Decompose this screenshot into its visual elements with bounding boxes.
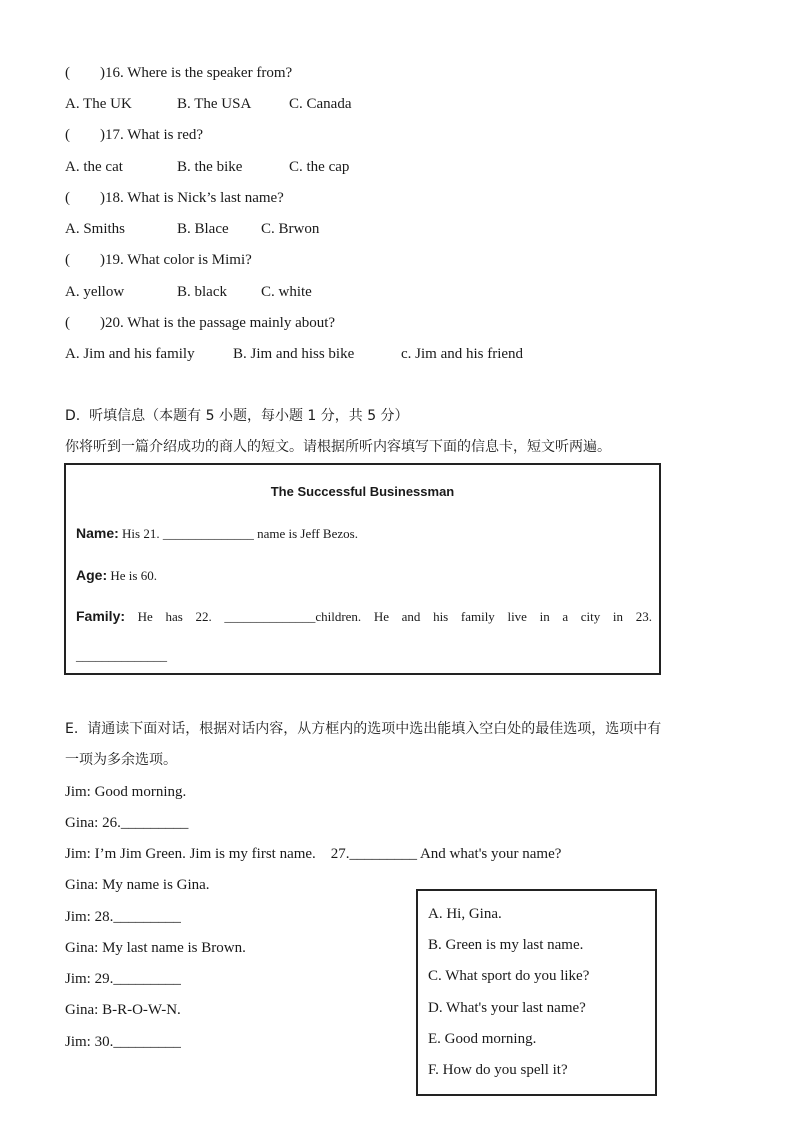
age-label: Age: [76,567,108,583]
question-17-option-c: C. the cap [289,159,350,175]
dialogue-line: Jim: 30._________ [65,1034,181,1050]
family-word: in [539,609,550,624]
info-card-title: The Successful Businessman [270,484,455,499]
option-f: F. How do you spell it? [428,1062,568,1078]
family-word: and [401,609,421,624]
question-18-option-b: B. Blace [177,221,229,237]
question-18-option-a: A. Smiths [65,221,126,237]
family-word: city [580,609,601,624]
question-18-option-c: C. Brwon [261,221,320,237]
question-20-option-c: c. Jim and his friend [401,346,524,362]
option-e: E. Good morning. [428,1031,537,1047]
question-17-option-a: A. the cat [65,159,123,175]
info-card-name-row [76,526,358,542]
family-word: his [433,609,449,624]
family-word: He [137,609,153,624]
option-a: A. Hi, Gina. [428,906,502,922]
question-17-option-b: B. the bike [177,159,243,175]
question-20-option-b: B. Jim and hiss bike [233,346,355,362]
info-card [64,463,661,675]
family-word: 22. [195,609,212,624]
question-16-stem: ( )16. Where is the speaker from? [65,65,293,81]
family-word: He [373,609,389,624]
section-d-instruction: 你将听到一篇介绍成功的商人的短文。请根据所听内容填写下面的信息卡，短文听两遍。 [65,439,611,455]
family-label: Family: [76,608,126,624]
dialogue-line: Gina: My name is Gina. [65,877,210,893]
family-word: has [165,609,183,624]
family-word: 23. [635,609,652,624]
question-16-option-c: C. Canada [289,96,352,112]
dialogue-line: Gina: 26._________ [65,815,189,831]
dialogue-line: Jim: Good morning. [65,784,187,800]
option-c: C. What sport do you like? [428,968,590,984]
question-20-option-a: A. Jim and his family [65,346,195,362]
question-19-option-a: A. yellow [65,284,125,300]
info-card-family-row [76,609,652,623]
family-word: a [562,609,569,624]
options-box [416,889,657,1096]
info-card-family-blank: ______________ [76,648,167,663]
family-word: ______________children. [224,609,362,624]
name-label: Name: [76,525,119,541]
dialogue-line: Jim: 28._________ [65,909,181,925]
section-e-heading-line2: 一项为多余选项。 [65,752,177,768]
question-16-option-b: B. The USA [177,96,252,112]
question-17-stem: ( )17. What is red? [65,127,204,143]
section-e-heading: E. 请通读下面对话，根据对话内容，从方框内的选项中选出能填入空白处的最佳选项，选项中有 [65,721,662,737]
question-16-option-a: A. The UK [65,96,132,112]
question-19-stem: ( )19. What color is Mimi? [65,252,252,268]
dialogue-line: Jim: 29._________ [65,971,181,987]
dialogue-line: Gina: B-R-O-W-N. [65,1002,181,1018]
family-word: in [612,609,624,624]
dialogue-line: Jim: I’m Jim Green. Jim is my first name. 27._________ And what's your name? [65,846,562,862]
question-19-option-c: C. white [261,284,312,300]
question-20-stem: ( )20. What is the passage mainly about? [65,315,336,331]
family-word: live [507,609,527,624]
info-card-age-row [76,568,157,584]
family-word: family [460,609,495,624]
option-b: B. Green is my last name. [428,937,584,953]
option-d: D. What's your last name? [428,1000,586,1016]
question-19-option-b: B. black [177,284,227,300]
question-18-stem: ( )18. What is Nick’s last name? [65,190,284,206]
age-text: He is 60. [107,568,157,583]
section-d-heading: D. 听填信息（本题有 5 小题，每小题 1 分，共 5 分） [65,408,409,424]
dialogue-line: Gina: My last name is Brown. [65,940,246,956]
name-text: His 21. ______________ name is Jeff Bezos. [118,526,358,541]
